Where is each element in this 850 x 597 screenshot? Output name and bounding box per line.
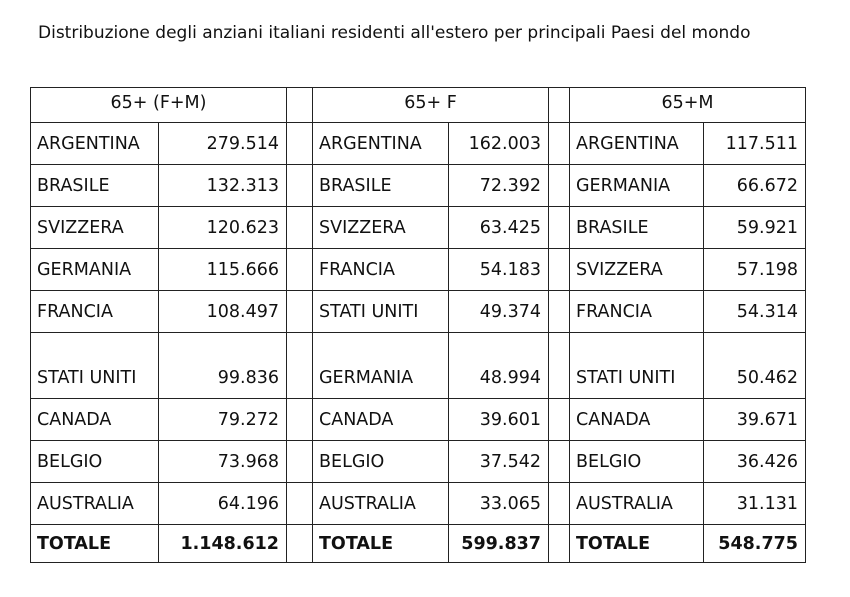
table-row [31,399,806,441]
country-cell: CANADA [570,399,704,441]
column-spacer [287,165,313,207]
value-cell: 39.601 [449,399,549,441]
elderly-distribution-table [30,87,806,563]
value-cell: 59.921 [704,207,806,249]
total-label: TOTALE [31,525,159,563]
value-cell: 66.672 [704,165,806,207]
country-cell: ARGENTINA [31,123,159,165]
country-cell: GERMANIA [31,249,159,291]
country-cell: SVIZZERA [31,207,159,249]
value-cell: 54.314 [704,291,806,333]
total-row [31,525,806,563]
column-spacer [549,207,570,249]
country-cell: FRANCIA [570,291,704,333]
country-cell: ARGENTINA [313,123,449,165]
value-cell: 54.183 [449,249,549,291]
column-spacer [287,441,313,483]
table-row [31,441,806,483]
country-cell: ARGENTINA [570,123,704,165]
column-spacer [287,483,313,525]
country-cell: CANADA [313,399,449,441]
value-cell: 279.514 [159,123,287,165]
column-spacer [287,207,313,249]
value-cell: 57.198 [704,249,806,291]
column-spacer [287,123,313,165]
value-cell: 36.426 [704,441,806,483]
country-cell: FRANCIA [313,249,449,291]
column-spacer [287,525,313,563]
column-spacer [549,88,570,123]
country-cell: STATI UNITI [570,333,704,399]
value-cell: 108.497 [159,291,287,333]
country-cell: GERMANIA [313,333,449,399]
value-cell: 73.968 [159,441,287,483]
country-cell: BELGIO [570,441,704,483]
value-cell: 39.671 [704,399,806,441]
column-spacer [549,333,570,399]
value-cell: 33.065 [449,483,549,525]
country-cell: BELGIO [31,441,159,483]
group-header: 65+ F [313,88,549,123]
value-cell: 72.392 [449,165,549,207]
country-cell: GERMANIA [570,165,704,207]
column-spacer [549,249,570,291]
group-header: 65+M [570,88,806,123]
column-spacer [287,88,313,123]
table-row [31,333,806,399]
column-spacer [287,249,313,291]
table-row [31,207,806,249]
country-cell: STATI UNITI [31,333,159,399]
total-label: TOTALE [570,525,704,563]
value-cell: 37.542 [449,441,549,483]
column-spacer [549,123,570,165]
value-cell: 117.511 [704,123,806,165]
value-cell: 162.003 [449,123,549,165]
value-cell: 79.272 [159,399,287,441]
column-spacer [549,525,570,563]
column-spacer [549,165,570,207]
country-cell: AUSTRALIA [31,483,159,525]
header-row [31,88,806,123]
country-cell: FRANCIA [31,291,159,333]
country-cell: BELGIO [313,441,449,483]
column-spacer [549,291,570,333]
table-row [31,483,806,525]
column-spacer [549,399,570,441]
country-cell: CANADA [31,399,159,441]
value-cell: 48.994 [449,333,549,399]
total-value: 1.148.612 [159,525,287,563]
country-cell: AUSTRALIA [570,483,704,525]
country-cell: SVIZZERA [570,249,704,291]
country-cell: AUSTRALIA [313,483,449,525]
column-spacer [549,441,570,483]
table-row [31,291,806,333]
table-row [31,123,806,165]
column-spacer [287,291,313,333]
value-cell: 31.131 [704,483,806,525]
value-cell: 64.196 [159,483,287,525]
table-row [31,165,806,207]
value-cell: 115.666 [159,249,287,291]
value-cell: 99.836 [159,333,287,399]
country-cell: BRASILE [31,165,159,207]
value-cell: 49.374 [449,291,549,333]
country-cell: BRASILE [313,165,449,207]
column-spacer [287,399,313,441]
value-cell: 50.462 [704,333,806,399]
total-value: 548.775 [704,525,806,563]
column-spacer [549,483,570,525]
total-label: TOTALE [313,525,449,563]
table-row [31,249,806,291]
value-cell: 120.623 [159,207,287,249]
group-header: 65+ (F+M) [31,88,287,123]
value-cell: 63.425 [449,207,549,249]
column-spacer [287,333,313,399]
country-cell: SVIZZERA [313,207,449,249]
total-value: 599.837 [449,525,549,563]
country-cell: BRASILE [570,207,704,249]
country-cell: STATI UNITI [313,291,449,333]
document-title: Distribuzione degli anziani italiani residenti all'estero per principali Paesi del mondo [38,23,751,43]
value-cell: 132.313 [159,165,287,207]
